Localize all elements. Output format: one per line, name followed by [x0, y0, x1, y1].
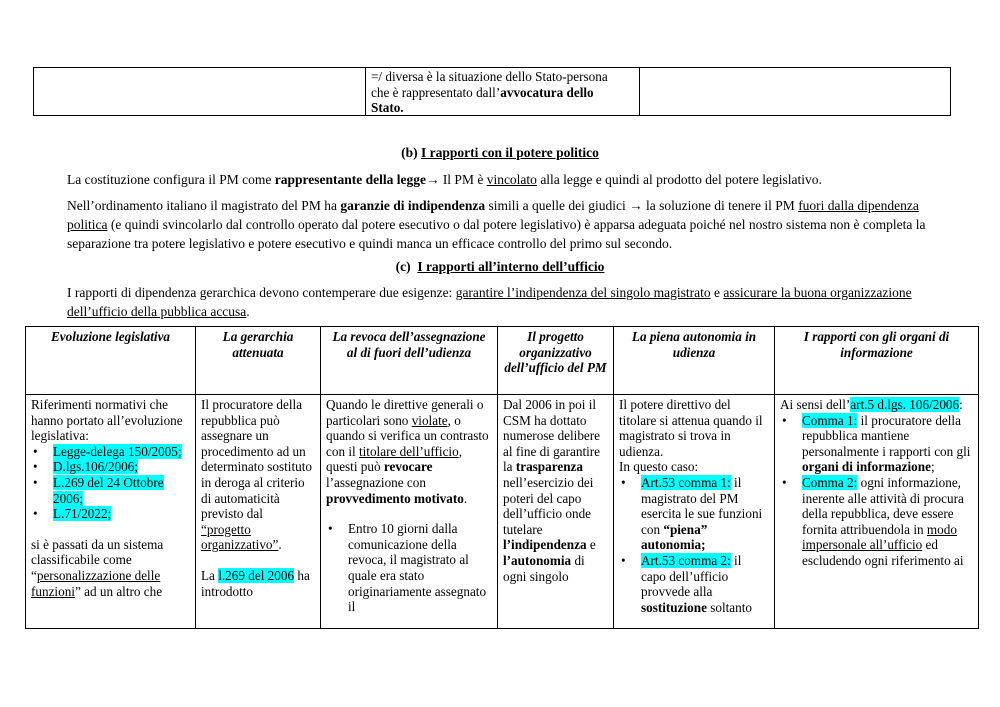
top-table-cell-3: [640, 68, 950, 115]
paragraph-pm-legge: La costituzione configura il PM come rappresentante della legge→ Il PM è vincolato alla legge e quindi al prodotto del potere legislativo.: [67, 172, 822, 187]
cell-evoluzione: Riferimenti normativi che hanno portato all’evoluzione legislativa: • Legge-delega 150/2005; • D.lgs.106/2006; • L.269 del 24 Ottobre 2006; • L.71/2022; si è passati da un sistema classificabile come “personalizzazione delle funzioni” ad un altro che: [26, 395, 196, 629]
cell-progetto: Dal 2006 in poi il CSM ha dottato numerose delibere al fine di garantire la trasparenza nell’esercizio dei poteri del capo dell’ufficio onde tutelare l’indipendenza e l’autonomia di ogni singolo: [498, 395, 614, 629]
list-item: • Legge-delega 150/2005;: [31, 444, 190, 460]
header-evoluzione: Evoluzione legislativa: [26, 327, 196, 395]
header-progetto: Il progetto organizzativo dell’ufficio del PM: [498, 327, 614, 395]
list-item: • D.lgs.106/2006;: [31, 459, 190, 475]
rapporti-table: [25, 326, 979, 629]
section-b-heading: (b) I rapporti con il potere politico: [401, 145, 599, 160]
list-item: • Art.53 comma 1: il magistrato del PM esercita le sue funzioni con “piena” autonomia;: [619, 475, 769, 553]
paragraph-dipendenza: I rapporti di dipendenza gerarchica devono contemperare due esigenze: garantire l’indipendenza del singolo magistrato e assicurare la buona organizzazione dell’ufficio della pubblica accusa.: [67, 285, 912, 319]
top-table-fragment: [33, 67, 951, 116]
header-revoca: La revoca dell’assegnazione al di fuori dell’udienza: [321, 327, 498, 395]
norme-list: [31, 444, 190, 522]
section-c-heading: (c) I rapporti all’interno dell’ufficio: [395, 259, 605, 274]
paragraph-garanzie: Nell’ordinamento italiano il magistrato del PM ha garanzie di indipendenza simili a quelle dei giudici → la soluzione di tenere il PM fuori dalla dipendenza politica (e quindi svincolarlo dal controllo operato dal potere esecutivo o dal potere legislativo) è apparsa adeguata poiché nel nostro sistema non è completa la separazione tra potere legislativo e potere esecutivo e quindi manca un efficace controllo del primo sul secondo.: [67, 198, 926, 251]
table-header-row: [26, 327, 979, 395]
header-informazione: I rapporti con gli organi di informazione: [775, 327, 979, 395]
list-item: • Comma 1: il procuratore della repubblica mantiene personalmente i rapporti con gli organi di informazione;: [780, 413, 973, 475]
list-item: • Comma 2: ogni informazione, inerente alle attività di procura della repubblica, deve essere fornita attribuendola in modo impersonale all’ufficio ed escludendo ogni riferimento ai: [780, 475, 973, 569]
top-line-2: che è rappresentato dall’avvocatura dello: [371, 84, 594, 100]
header-gerarchia: La gerarchia attenuata: [196, 327, 321, 395]
cell-gerarchia: Il procuratore della repubblica può assegnare un procedimento ad un determinato sostituto in deroga al criterio di automaticità previsto dal “progetto organizzativo”. La l.269 del 2006 ha introdotto: [196, 395, 321, 629]
top-line-3: Stato.: [371, 100, 404, 115]
list-item: • L.71/2022;: [31, 506, 190, 522]
list-item: • L.269 del 24 Ottobre 2006;: [31, 475, 190, 506]
cell-revoca: Quando le direttive generali o particolari sono violate, o quando si verifica un contrasto con il titolare dell’ufficio, questi può revocare l’assegnazione con provvedimento motivato. • Entro 10 giorni dalla comunicazione della revoca, il magistrato al quale era stato originariamente assegnato il: [321, 395, 498, 629]
table-row: [26, 395, 979, 629]
cell-autonomia: Il potere direttivo del titolare si attenua quando il magistrato si trova in udienza. In questo caso: • Art.53 comma 1: il magistrato del PM esercita le sue funzioni con “piena” autonomia; • Art.53 comma 2: il capo dell’ufficio provvede alla sostituzione soltanto: [614, 395, 775, 629]
header-autonomia: La piena autonomia in udienza: [614, 327, 775, 395]
top-table-cell-1: [34, 68, 366, 115]
list-item: • Entro 10 giorni dalla comunicazione della revoca, il magistrato al quale era stato originariamente assegnato il: [326, 521, 492, 615]
cell-informazione: Ai sensi dell’art.5 d.lgs. 106/2006: • Comma 1: il procuratore della repubblica mantiene personalmente i rapporti con gli organi di informazione; • Comma 2: ogni informazione, inerente alle attività di procura della repubblica, deve essere fornita attribuendola in modo impersonale all’ufficio ed escludendo ogni riferimento ai: [775, 395, 979, 629]
list-item: • Art.53 comma 2: il capo dell’ufficio provvede alla sostituzione soltanto: [619, 553, 769, 615]
top-table-cell-2: [366, 68, 640, 115]
top-line-1: =/ diversa è la situazione dello Stato-persona: [371, 69, 608, 84]
